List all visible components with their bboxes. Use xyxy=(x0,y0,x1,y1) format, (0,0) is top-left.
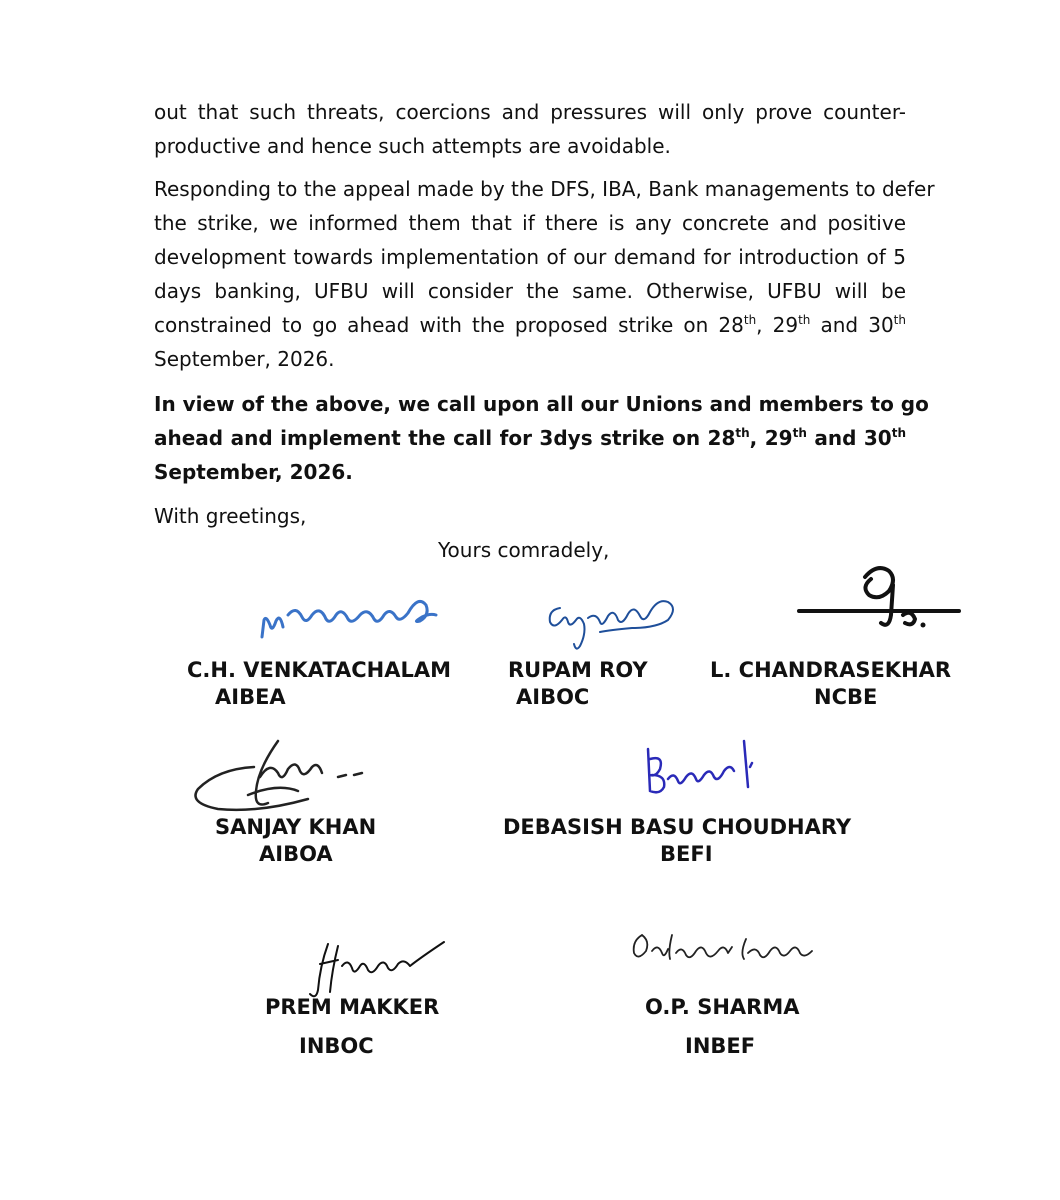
signatory-org: AIBOA xyxy=(259,842,333,866)
text-fragment: , 29 xyxy=(756,313,799,337)
text-line: productive and hence such attempts are avoidable. xyxy=(154,134,671,158)
signature-venkatachalam xyxy=(250,575,450,650)
text-line: Responding to the appeal made by the DFS, IBA, Bank managements to defer xyxy=(154,177,935,201)
text-line: days banking, UFBU will consider the same. Otherwise, UFBU will be xyxy=(154,279,906,303)
paragraph-call-to-strike xyxy=(154,387,929,489)
closing: Yours comradely, xyxy=(438,538,610,562)
signature-stroke xyxy=(648,741,752,792)
signature-sanjay-khan xyxy=(188,733,378,818)
text-line: development towards implementation of our demand for introduction of 5 xyxy=(154,245,906,269)
signature-stroke xyxy=(196,741,363,810)
text-line: September, 2026. xyxy=(154,460,353,484)
superscript: th xyxy=(893,313,906,327)
text-fragment: and 30 xyxy=(810,313,894,337)
text-line: In view of the above, we call upon all our Unions and members to go xyxy=(154,392,929,416)
signatory-org: BEFI xyxy=(660,842,713,866)
superscript: th xyxy=(735,426,750,440)
signatory-name: DEBASISH BASU CHOUDHARY xyxy=(503,815,852,839)
text-line-strike-dates xyxy=(154,308,906,342)
paragraph-response xyxy=(154,172,935,376)
signature-debasish xyxy=(640,735,760,801)
text-line-strike-dates xyxy=(154,421,906,455)
signature-stroke xyxy=(550,601,673,648)
signature-rupam-roy xyxy=(540,578,685,656)
signature-chandrasekhar xyxy=(795,557,980,639)
signature-op-sharma xyxy=(628,925,823,975)
paragraph-threats xyxy=(154,95,906,163)
text-line: the strike, we informed them that if there is any concrete and positive xyxy=(154,211,906,235)
signatory-org: INBOC xyxy=(299,1034,374,1058)
signature-prem-makker xyxy=(298,936,448,1002)
superscript: th xyxy=(891,426,906,440)
text-fragment: and 30 xyxy=(806,426,892,450)
signatory-name: O.P. SHARMA xyxy=(645,995,800,1019)
signatory-name: C.H. VENKATACHALAM xyxy=(187,658,452,682)
signature-stroke xyxy=(634,935,812,959)
signatory-org: NCBE xyxy=(814,685,878,709)
text-fragment: constrained to go ahead with the proposed strike on 28 xyxy=(154,313,744,337)
text-fragment: , 29 xyxy=(749,426,793,450)
signatory-org: INBEF xyxy=(685,1034,756,1058)
signature-stroke xyxy=(799,568,959,625)
signatory-name: RUPAM ROY xyxy=(508,658,648,682)
signatory-name: L. CHANDRASEKHAR xyxy=(710,658,952,682)
text-fragment: ahead and implement the call for 3dys strike on 28 xyxy=(154,426,736,450)
signature-stroke xyxy=(262,601,436,637)
superscript: th xyxy=(743,313,757,327)
text-line: out that such threats, coercions and pressures will only prove counter- xyxy=(154,100,906,124)
greeting: With greetings, xyxy=(154,504,307,528)
signature-dot xyxy=(921,623,926,628)
signature-stroke xyxy=(310,942,444,996)
text-line: September, 2026. xyxy=(154,347,335,371)
signatory-name: SANJAY KHAN xyxy=(215,815,377,839)
signatory-org: AIBEA xyxy=(215,685,286,709)
signatory-name: PREM MAKKER xyxy=(265,995,440,1019)
superscript: th xyxy=(798,313,811,327)
signatory-org: AIBOC xyxy=(516,685,590,709)
superscript: th xyxy=(792,426,807,440)
